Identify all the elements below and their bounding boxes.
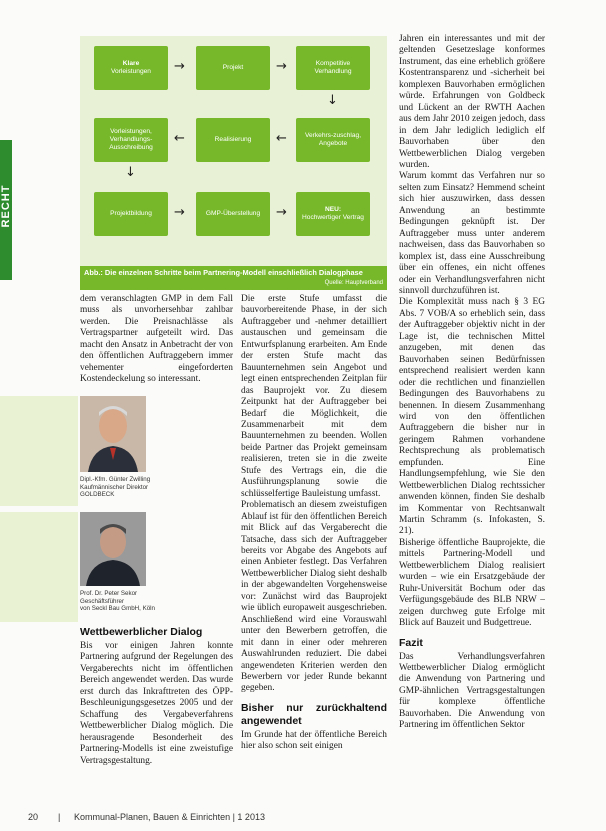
- column-2: [241, 294, 387, 753]
- diagram-box: Vorleistungen, Verhandlungs-Ausschreibung: [94, 118, 168, 162]
- paragraph: Das Verhandlungsverfahren Wettbewerblicher Dialog ermöglicht die Anwendung von Partnering und GMP-ähnlichen Vertragsgestaltungen für komplexe öffentliche Bauvorhaben. Die Anwendung von Partnering im öffentlichen Sektor: [399, 651, 545, 731]
- diagram-box: Kompetitive Verhandlung: [296, 46, 370, 90]
- arrow-left-icon: ←: [174, 131, 185, 146]
- diagram-box: Projekt: [196, 46, 270, 90]
- paragraph: Bisherige öffentliche Bauprojekte, die mittels Partnering-Modell und Wettbewerblichem Dialog realisiert wurden – wie ein Ersatzgebäude der Ruhr-Universität Bochum oder das Verfügungsgebäude des BLB NRW – zeigen durchweg gute Erfolge mit Blick auf Bauzeit und Budgettreue.: [399, 537, 545, 629]
- process-diagram: [80, 36, 387, 266]
- paragraph: Bis vor einigen Jahren konnte Partnering aufgrund der Regelungen des Vergaberechts nicht im öffentlichen Bereich angewendet werden. Das wurde erst durch das Inkrafttreten des ÖPP-Beschleunigungsgesetzes 2005 und der Schaffung des Vergabeverfahrens Wettbewerblicher Dialog möglich. Die herausragende Besonderheit des Partnering-Modells ist eine zweistufige Vertragsgestaltung.: [80, 641, 233, 766]
- portrait-caption: Prof. Dr. Peter Sekor Geschäftsführer von Seckl Bau GmbH, Köln: [80, 590, 155, 612]
- column-3: [399, 34, 545, 732]
- arrow-right-icon: →: [276, 205, 287, 220]
- arrow-left-icon: ←: [276, 131, 287, 146]
- arrow-down-icon: ↓: [327, 93, 338, 108]
- magazine-name: Kommunal-Planen, Bauen & Einrichten | 1 2013: [74, 812, 265, 822]
- paragraph: Die erste Stufe umfasst die bauvorbereitende Phase, in der sich Auftraggeber und -nehmer detailliert austauschen und gemeinsam die Entwurfsplanung erarbeiten. Am Ende der ersten Stufe macht das Bauunternehmen sein Angebot und legt einen entsprechenden Zeitplan für das Bauprojekt vor. Zu diesem Zeitpunkt hat der Auftraggeber bei Bedarf die Möglichkeit, die Zusammenarbeit mit dem Bauunternehmen zu beenden. Wollen beide Partner das Projekt gemeinsam realisieren, treten sie in die zweite Stufe des Vertrags ein, die die Ausführungsplanung sowie die schlüsselfertige Bauleistung umfasst.: [241, 294, 387, 499]
- portrait-band: [0, 512, 78, 622]
- paragraph: Warum kommt das Verfahren nur so selten zum Einsatz? Hemmend scheint sich hier auszuwirken, dass dessen Anwendung an bestimmte Bedingungen geknüpft ist. Der Auftraggeber muss unter anderem nachweisen, dass das Bauvorhaben so komplex ist, dass eine Ausschreibung über ein offenes, ein nicht offenes oder ein Verhandlungsverfahren nicht sinnvoll durchzuführen ist.: [399, 171, 545, 296]
- arrow-right-icon: →: [174, 205, 185, 220]
- diagram-box: Realisierung: [196, 118, 270, 162]
- page-footer: [0, 810, 606, 831]
- portrait-image: [80, 512, 146, 586]
- diagram-caption: Abb.: Die einzelnen Schritte beim Partnering-Modell einschließlich Dialogphase Quelle: Hauptverband: [80, 266, 387, 290]
- diagram-box: Klare Vorleistungen: [94, 46, 168, 90]
- column-1-section: [80, 626, 233, 767]
- paragraph: Problematisch an diesem zweistufigen Ablauf ist für den öffentlichen Bereich mit Blick auf das Vergaberecht die Tatsache, dass sich der Auftraggeber bereits vor Abgabe des Angebots auf einen Anbieter festlegt. Das Verfahren Wettbewerblicher Dialog sieht deshalb in der abgewandelten Vorgehensweise vor: Zunächst wird das Bauprojekt wie üblich europaweit ausgeschrieben. Anschließend wird eine Vorauswahl unter den Bewerbern getroffen, die mit dann in einer oder mehreren Auswahlrunden reduziert. Die dabei angewendeten Kriterien werden den Bewerbern vor jeder Runde bekannt gegeben.: [241, 500, 387, 694]
- portrait-image: [80, 396, 146, 472]
- portrait-photo: [80, 396, 146, 472]
- footer-separator: |: [58, 812, 61, 822]
- page-number: 20: [28, 812, 39, 822]
- section-tab-label: RECHT: [0, 184, 12, 228]
- diagram-box: GMP-Überstellung: [196, 192, 270, 236]
- paragraph: Im Grunde hat der öffentliche Bereich hier also schon seit einigen: [241, 729, 387, 752]
- section-heading: Wettbewerblicher Dialog: [80, 626, 203, 638]
- diagram-box: Verkehrs-zuschlag, Angebote: [296, 118, 370, 162]
- section-heading: Fazit: [399, 636, 423, 649]
- diagram-credit: Quelle: Hauptverband: [324, 280, 383, 286]
- arrow-right-icon: →: [276, 59, 287, 74]
- arrow-right-icon: →: [174, 59, 185, 74]
- paragraph: Die Komplexität muss nach § 3 EG Abs. 7 VOB/A so erheblich sein, dass der Auftraggeber objektiv nicht in der Lage ist, die technischen Mittel anzugeben, mit denen das Bauvorhaben seinen Bedürfnissen entsprechend realisiert werden kann oder die rechtlichen und finanziellen Bedingungen des Bauvorhabens zu benennen. In diesem Zusammenhang wird von den öffentlichen Auftraggebern die bisher nur in geringem Rahmen vorhandene Rechtsprechung als problematisch empfunden. Eine Handlungsempfehlung, wie Sie den Wettbewerblichen Dialog rechtssicher anwenden können, finden Sie deshalb im Kommentar von Rechtsanwalt Martin Schramm (s. Infokasten, S. 21).: [399, 297, 545, 537]
- section-heading: Bisher nur zurückhaltend angewendet: [241, 701, 387, 727]
- portrait-caption: Dipl.-Kfm. Günter Zwilling Kaufmännischer Direktor GOLDBECK: [80, 476, 151, 498]
- column-1-intro: dem veranschlagten GMP in dem Fall muss als unvorhersehbar zahlbar werden. Die Preisnachlässe als Vertragspartner aufgeteilt wird. Das macht den Ansatz in Anbetracht der von den öffentlichen Auftraggebern immer vehementer eingeforderten Kostendeckelung so interessant.: [80, 294, 233, 385]
- portrait-photo: [80, 512, 146, 586]
- diagram-box: NEU: Hochwertiger Vertrag: [296, 192, 370, 236]
- portrait-band: [0, 396, 78, 506]
- paragraph: Jahren ein interessantes und mit der geltenden Gesetzeslage konformes Instrument, das eine erheblich größere Kostentransparenz und -sicherheit bei komplexen Bauvorhaben ermöglichen würde. Erfahrungen von Goldbeck und Lückent an der RWTH Aachen aus dem Jahr 2010 zeigen jedoch, dass in dem Jahr lediglich lediglich elf Bauvorhaben über den Wettbewerblichen Dialog vergeben wurden.: [399, 34, 545, 170]
- arrow-down-icon: ↓: [125, 165, 136, 180]
- diagram-box: Projektbildung: [94, 192, 168, 236]
